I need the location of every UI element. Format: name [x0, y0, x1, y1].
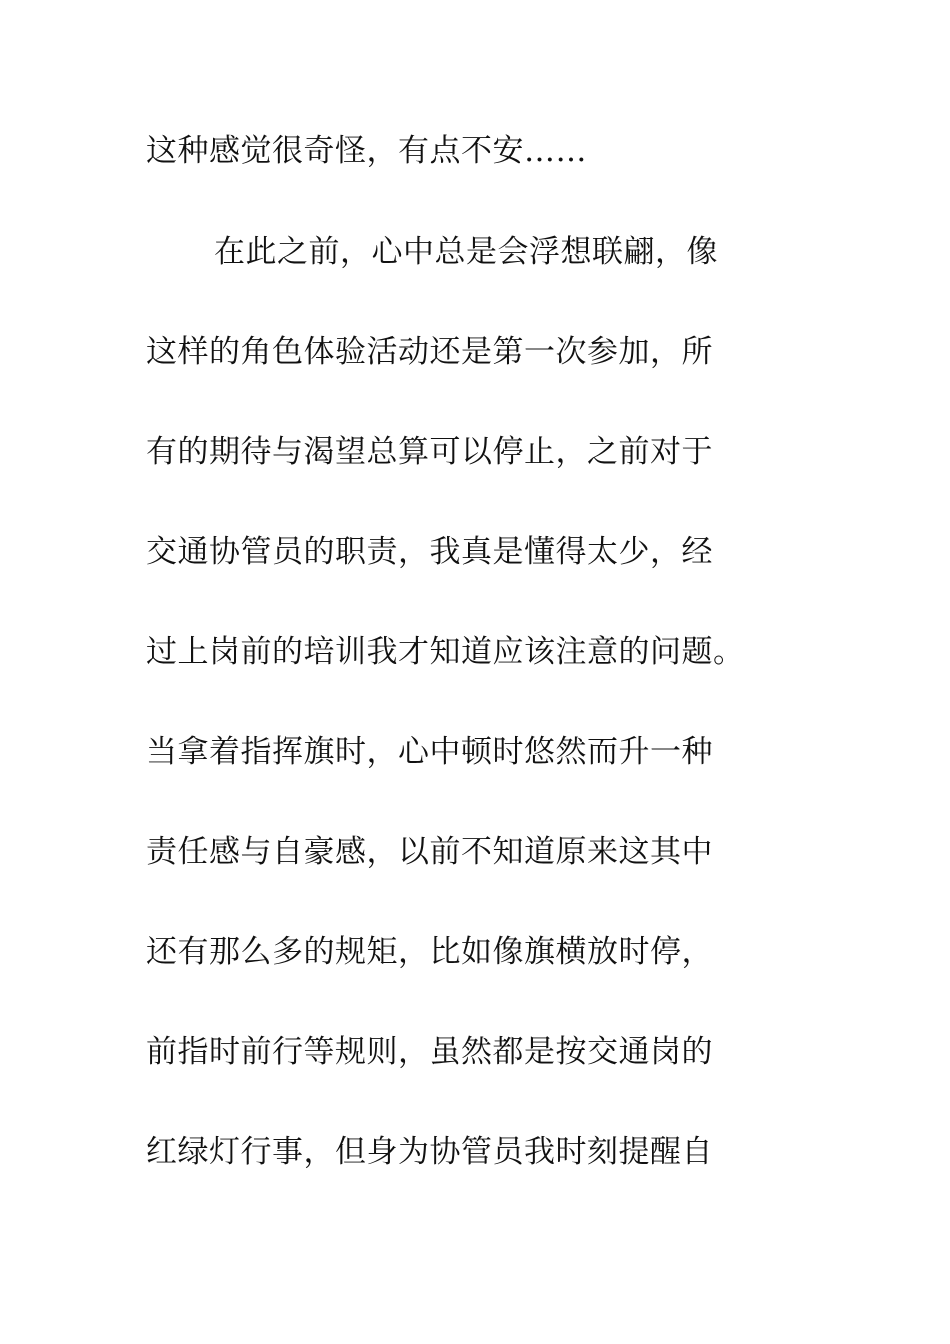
text-line: 红绿灯行事，但身为协管员我时刻提醒自: [146, 1134, 713, 1170]
text-line: 责任感与自豪感，以前不知道原来这其中: [146, 834, 713, 870]
paragraph-first-line: 在此之前，心中总是会浮想联翩，像: [214, 234, 718, 270]
text-line: 有的期待与渴望总算可以停止，之前对于: [146, 434, 713, 470]
text-line: 这样的角色体验活动还是第一次参加，所: [146, 334, 713, 370]
text-line: 还有那么多的规矩，比如像旗横放时停，: [146, 934, 713, 970]
text-line: 前指时前行等规则，虽然都是按交通岗的: [146, 1034, 713, 1070]
text-line: 过上岗前的培训我才知道应该注意的问题。: [146, 634, 745, 670]
text-line: 当拿着指挥旗时，心中顿时悠然而升一种: [146, 734, 713, 770]
text-line: 交通协管员的职责，我真是懂得太少，经: [146, 534, 713, 570]
text-line: 这种感觉很奇怪，有点不安……: [146, 133, 587, 169]
